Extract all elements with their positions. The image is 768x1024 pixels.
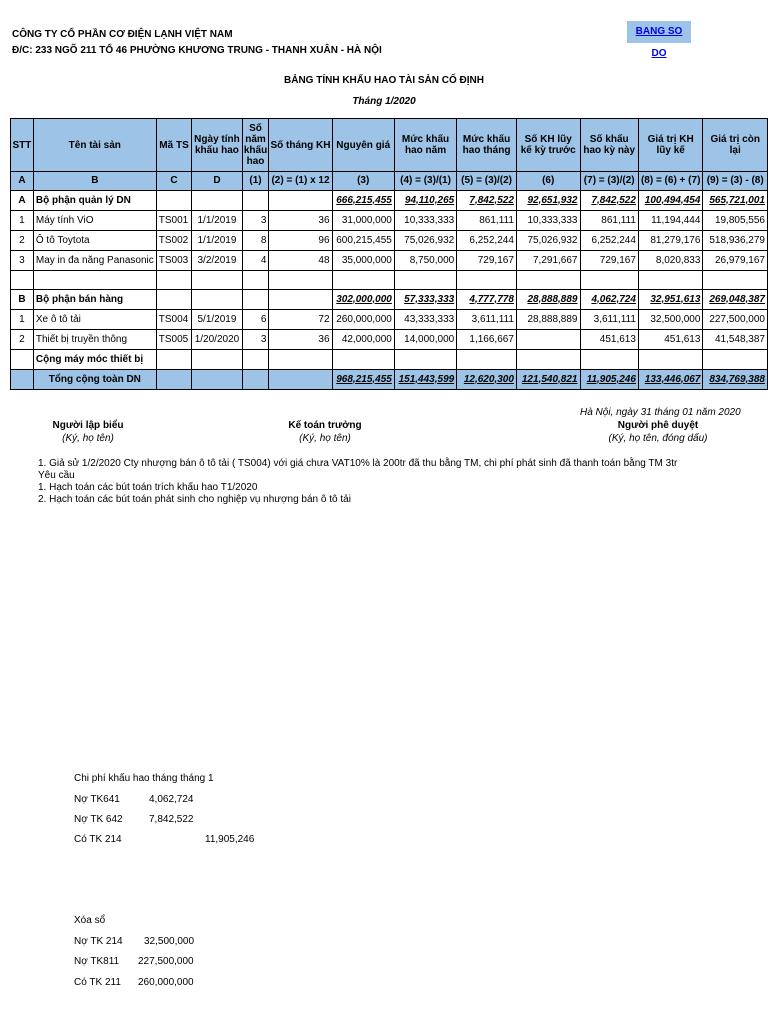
cell: A — [11, 191, 34, 211]
depreciation-table — [10, 118, 768, 390]
cell: 31,000,000 — [332, 211, 394, 231]
code-cell: (3) — [332, 172, 394, 191]
header-cell: Số năm khấu hao — [242, 119, 269, 172]
cell: 2 — [11, 231, 34, 251]
cell — [516, 330, 580, 350]
cell: 260,000,000 — [332, 310, 394, 330]
cell: 7,291,667 — [516, 251, 580, 271]
cell: 1/1/2019 — [192, 231, 242, 251]
cell: 666,215,455 — [332, 191, 394, 211]
accountant-label: Kế toán trưởng — [288, 420, 362, 431]
cell: 12,620,300 — [457, 370, 517, 390]
cell: 121,540,821 — [516, 370, 580, 390]
header-cell: Nguyên giá — [332, 119, 394, 172]
code-cell: C — [156, 172, 192, 191]
cell: Bộ phận bán hàng — [33, 290, 156, 310]
cell: May in đa năng Panasonic — [33, 251, 156, 271]
header-cell: Số tháng KH — [269, 119, 332, 172]
cell: 3,611,111 — [457, 310, 517, 330]
cell: Cộng máy móc thiết bị — [33, 350, 156, 370]
header-cell: STT — [11, 119, 34, 172]
cell: 1/1/2019 — [192, 211, 242, 231]
cell: 729,167 — [580, 251, 638, 271]
code-cell: (1) — [242, 172, 269, 191]
journal2-amount: 32,500,000 — [144, 936, 195, 947]
note-line: 1. Hạch toán các bút toán trích khấu hao T1/2020 — [38, 482, 258, 493]
cell: 35,000,000 — [332, 251, 394, 271]
journal1-debit: 4,062,724 — [149, 794, 194, 805]
journal1-account: Có TK 214 — [74, 834, 122, 845]
journal2-title: Xóa sổ — [74, 915, 106, 926]
code-cell: (5) = (3)/(2) — [457, 172, 517, 191]
cell: 26,979,167 — [703, 251, 768, 271]
approver-note: (Ký, họ tên, đóng dấu) — [608, 433, 708, 444]
journal2-account: Nợ TK 214 — [74, 936, 123, 947]
code-cell: (4) = (3)/(1) — [394, 172, 456, 191]
cell: 451,613 — [638, 330, 702, 350]
header-cell: Giá trị còn lại — [703, 119, 768, 172]
cell: 6,252,244 — [457, 231, 517, 251]
code-cell: D — [192, 172, 242, 191]
cell: 100,494,454 — [638, 191, 702, 211]
header-cell: Ngày tính khấu hao — [192, 119, 242, 172]
journal1-debit: 7,842,522 — [149, 814, 194, 825]
cell: 42,000,000 — [332, 330, 394, 350]
cell: TS003 — [156, 251, 192, 271]
cell: 600,215,455 — [332, 231, 394, 251]
code-cell: B — [33, 172, 156, 191]
accountant-note: (Ký, họ tên) — [299, 433, 351, 444]
subtotal-row — [11, 350, 768, 370]
code-cell: (2) = (1) x 12 — [269, 172, 332, 191]
cell: 3/2/2019 — [192, 251, 242, 271]
code-cell: (6) — [516, 172, 580, 191]
cell: 96 — [269, 231, 332, 251]
cell: 57,333,333 — [394, 290, 456, 310]
cell: 518,936,279 — [703, 231, 768, 251]
cell: 4 — [242, 251, 269, 271]
cell: 41,548,387 — [703, 330, 768, 350]
report-subtitle: Tháng 1/2020 — [352, 96, 416, 107]
header-cell: Mã TS — [156, 119, 192, 172]
note-line: 2. Hạch toán các bút toán phát sinh cho nghiệp vụ nhượng bán ô tô tải — [38, 494, 351, 505]
code-cell: (8) = (6) + (7) — [638, 172, 702, 191]
cell: 28,888,889 — [516, 310, 580, 330]
cell: 1 — [11, 211, 34, 231]
cell: 269,048,387 — [703, 290, 768, 310]
cell: TS005 — [156, 330, 192, 350]
code-cell: (9) = (3) - (8) — [703, 172, 768, 191]
preparer-note: (Ký, họ tên) — [62, 433, 114, 444]
cell: 6,252,244 — [580, 231, 638, 251]
bang-so-do-link[interactable]: BANG SO DO — [627, 21, 691, 43]
cell: 8,020,833 — [638, 251, 702, 271]
cell: 36 — [269, 330, 332, 350]
header-cell: Số KH lũy kế kỳ trước — [516, 119, 580, 172]
table-row — [11, 310, 768, 330]
cell: 3 — [242, 330, 269, 350]
cell: Máy tính ViO — [33, 211, 156, 231]
cell: 4,777,778 — [457, 290, 517, 310]
cell: Tổng cộng toàn DN — [33, 370, 156, 390]
preparer-label: Người lập biểu — [52, 420, 124, 431]
cell: B — [11, 290, 34, 310]
table-header-row — [11, 119, 768, 172]
cell: 6 — [242, 310, 269, 330]
cell: 92,651,932 — [516, 191, 580, 211]
cell: 5/1/2019 — [192, 310, 242, 330]
report-title: BẢNG TÍNH KHẤU HAO TÀI SẢN CỐ ĐỊNH — [284, 75, 484, 86]
header-cell: Mức khấu hao năm — [394, 119, 456, 172]
cell: 729,167 — [457, 251, 517, 271]
cell: 36 — [269, 211, 332, 231]
cell: Thiết bị truyền thông — [33, 330, 156, 350]
cell: 7,842,522 — [457, 191, 517, 211]
approver-label: Người phê duyệt — [617, 420, 699, 431]
journal1-title: Chi phí khấu hao tháng tháng 1 — [74, 773, 214, 784]
cell: 565,721,001 — [703, 191, 768, 211]
table-row — [11, 330, 768, 350]
cell: 1 — [11, 310, 34, 330]
cell: Ô tô Toytota — [33, 231, 156, 251]
cell: 151,443,599 — [394, 370, 456, 390]
note-line: 1. Giả sử 1/2/2020 Cty nhượng bán ô tô tải ( TS004) với giá chưa VAT10% là 200tr đã thu bằng TM, chi phí phát sinh đã thanh toán bằng TM 3tr — [38, 458, 678, 469]
company-address: Đ/C: 233 NGÕ 211 TỔ 46 PHƯỜNG KHƯƠNG TRUNG - THANH XUÂN - HÀ NỘI — [12, 45, 382, 56]
cell: TS001 — [156, 211, 192, 231]
journal2-account: Có TK 211 — [74, 977, 121, 988]
table-code-row — [11, 172, 768, 191]
code-cell: A — [11, 172, 34, 191]
cell: 3 — [242, 211, 269, 231]
cell: 227,500,000 — [703, 310, 768, 330]
cell: 94,110,265 — [394, 191, 456, 211]
table-row — [11, 211, 768, 231]
group-row-management — [11, 191, 768, 211]
cell: 81,279,176 — [638, 231, 702, 251]
cell: 19,805,556 — [703, 211, 768, 231]
cell: 75,026,932 — [516, 231, 580, 251]
header-cell: Giá trị KH lũy kế — [638, 119, 702, 172]
cell: Xe ô tô tải — [33, 310, 156, 330]
cell: 2 — [11, 330, 34, 350]
cell: 10,333,333 — [516, 211, 580, 231]
cell: 32,951,613 — [638, 290, 702, 310]
total-row — [11, 370, 768, 390]
cell: 8 — [242, 231, 269, 251]
signature-date: Hà Nội, ngày 31 tháng 01 năm 2020 — [580, 407, 741, 418]
cell: 3 — [11, 251, 34, 271]
cell: TS004 — [156, 310, 192, 330]
cell: 4,062,724 — [580, 290, 638, 310]
cell: 133,446,067 — [638, 370, 702, 390]
journal2-amount: 227,500,000 — [138, 956, 194, 967]
journal2-amount: 260,000,000 — [138, 977, 194, 988]
cell: 72 — [269, 310, 332, 330]
cell: 32,500,000 — [638, 310, 702, 330]
cell: 28,888,889 — [516, 290, 580, 310]
journal1-credit: 11,905,246 — [205, 834, 255, 845]
cell: 11,905,246 — [580, 370, 638, 390]
cell: 1/20/2020 — [192, 330, 242, 350]
cell: 43,333,333 — [394, 310, 456, 330]
table-row — [11, 231, 768, 251]
cell: 10,333,333 — [394, 211, 456, 231]
table-row — [11, 251, 768, 271]
cell: Bộ phận quản lý DN — [33, 191, 156, 211]
journal2-account: Nợ TK811 — [74, 956, 120, 967]
cell: 834,769,388 — [703, 370, 768, 390]
note-line: Yêu cầu — [38, 470, 75, 481]
journal1-account: Nợ TK 642 — [74, 814, 123, 825]
cell: 75,026,932 — [394, 231, 456, 251]
cell: 11,194,444 — [638, 211, 702, 231]
cell: 861,111 — [580, 211, 638, 231]
cell: 302,000,000 — [332, 290, 394, 310]
company-name: CÔNG TY CỔ PHẦN CƠ ĐIỆN LẠNH VIỆT NAM — [12, 29, 233, 40]
cell: 3,611,111 — [580, 310, 638, 330]
cell: 451,613 — [580, 330, 638, 350]
cell: 48 — [269, 251, 332, 271]
code-cell: (7) = (3)/(2) — [580, 172, 638, 191]
cell: 861,111 — [457, 211, 517, 231]
cell: TS002 — [156, 231, 192, 251]
header-cell: Mức khấu hao tháng — [457, 119, 517, 172]
cell: 7,842,522 — [580, 191, 638, 211]
cell: 14,000,000 — [394, 330, 456, 350]
cell: 1,166,667 — [457, 330, 517, 350]
group-row-sales — [11, 290, 768, 310]
journal1-account: Nợ TK641 — [74, 794, 120, 805]
header-cell: Tên tài sản — [33, 119, 156, 172]
empty-row — [11, 271, 768, 290]
cell: 968,215,455 — [332, 370, 394, 390]
cell: 8,750,000 — [394, 251, 456, 271]
header-cell: Số khấu hao kỳ này — [580, 119, 638, 172]
